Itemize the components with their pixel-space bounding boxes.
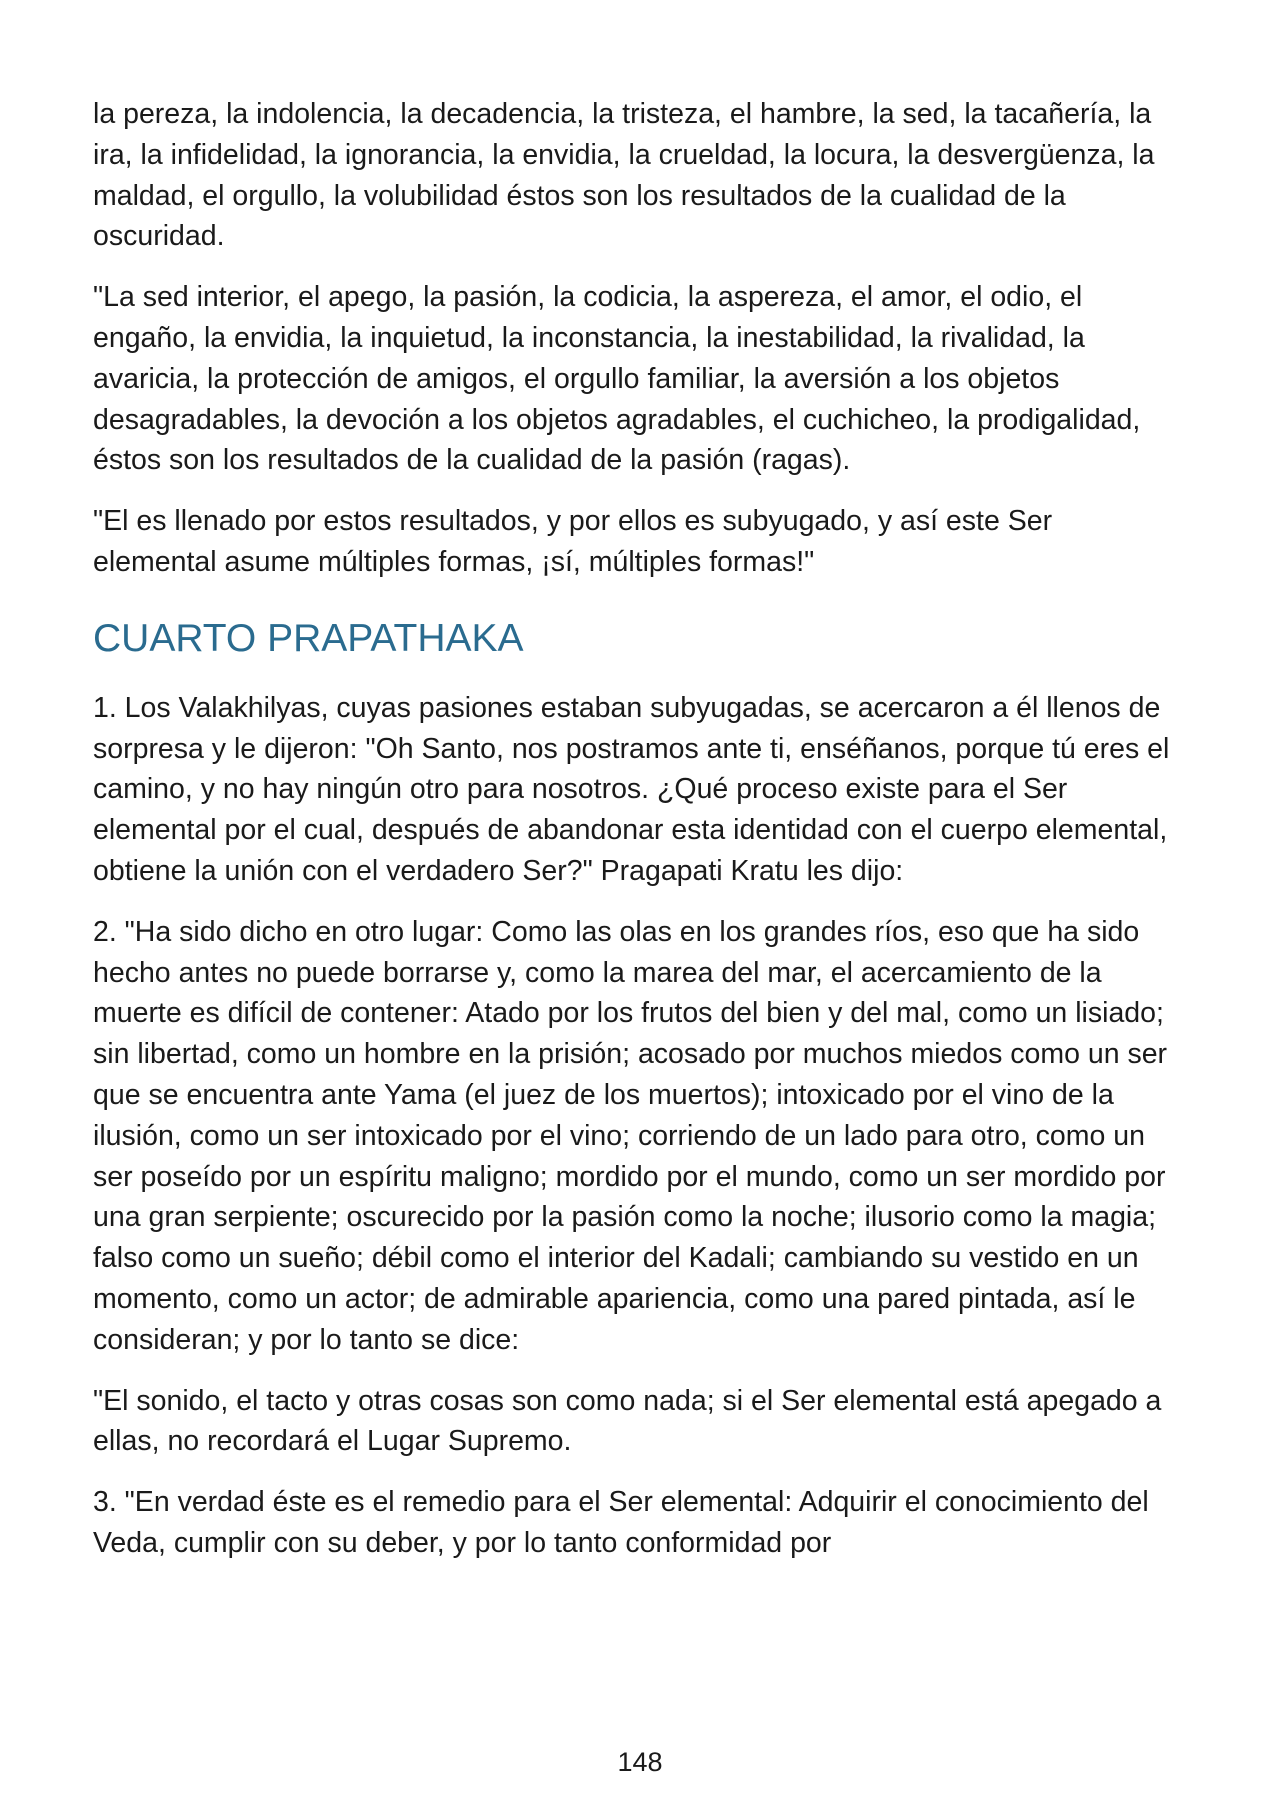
paragraph-sound-touch: "El sonido, el tacto y otras cosas son como nada; si el Ser elemental está apegado a ellas, no recordará el Lugar Supremo. [93,1384,1162,1458]
paragraph-passion-results: "La sed interior, el apego, la pasión, la codicia, la aspereza, el amor, el odio, el engaño, la envidia, la inquietud, la inconstancia, la inestabilidad, la rivalidad, la avaricia, la protección de amigos, el orgullo familiar, la aversión a los objetos desagradables, la devoción a los objetos agradables, el cuchicheo, la prodigalidad, éstos son los resultados de la cualidad de la pasión (ragas). [93,281,1141,477]
page-number: 148 [617,1747,663,1777]
paragraph-said-elsewhere: 2. "Ha sido dicho en otro lugar: Como las olas en los grandes ríos, eso que ha sido hecho antes no puede borrarse y, como la marea del mar, el acercamiento de la muerte es difícil de contener: Atado por los frutos del bien y del mal, como un lisiado; sin libertad, como un hombre en la prisión; acosado por muchos miedos como un ser que se encuentra ante Yama (el juez de los muertos); intoxicado por el vino de la ilusión, como un ser intoxicado por el vino; corriendo de un lado para otro, como un ser poseído por un espíritu maligno; mordido por el mundo, como un ser mordido por una gran serpiente; oscurecido por la pasión como la noche; ilusorio como la magia; falso como un sueño; débil como el interior del Kadali; cambiando su vestido en un momento, como un actor; de admirable apariencia, como una pared pintada, así le consideran; y por lo tanto se dice: [93,915,1168,1356]
paragraph-remedy: 3. "En verdad éste es el remedio para el Ser elemental: Adquirir el conocimiento del Veda, cumplir con su deber, y por lo tanto conformidad por [93,1486,1149,1559]
paragraph-darkness-results: la pereza, la indolencia, la decadencia, la tristeza, el hambre, la sed, la tacañería, la ira, la infidelidad, la ignorancia, la envidia, la crueldad, la locura, la desvergüenza, la maldad, el orgullo, la volubilidad éstos son los resultados de la cualidad de la oscuridad. [93,98,1155,253]
paragraph-elemental-forms: "El es llenado por estos resultados, y por ellos es subyugado, y así este Ser elemental asume múltiples formas, ¡sí, múltiples formas!" [93,505,1053,578]
paragraph-valakhilyas: 1. Los Valakhilyas, cuyas pasiones estaban subyugadas, se acercaron a él llenos de sorpresa y le dijeron: "Oh Santo, nos postramos ante ti, enséñanos, porque tú eres el camino, y no hay ningún otro para nosotros. ¿Qué proceso existe para el Ser elemental por el cual, después de abandonar esta identidad con el cuerpo elemental, obtiene la unión con el verdadero Ser?" Pragapati Kratu les dijo: [93,691,1170,887]
section-heading: CUARTO PRAPATHAKA [93,616,524,660]
